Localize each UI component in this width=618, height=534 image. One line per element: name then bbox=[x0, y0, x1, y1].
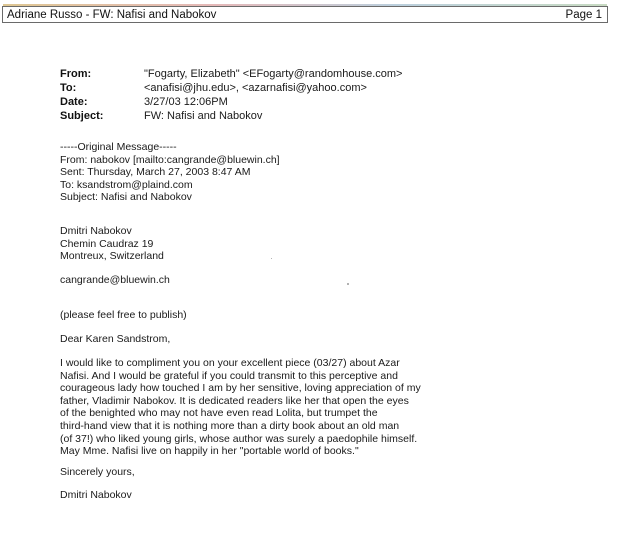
address-name: Dmitri Nabokov bbox=[60, 225, 132, 237]
paragraph-line: father, Vladimir Nabokov. It is dedicated readers like her that open the eyes bbox=[60, 394, 409, 407]
page-number: Page 1 bbox=[565, 9, 602, 21]
header-title: Adriane Russo - FW: Nafisi and Nabokov bbox=[7, 9, 217, 21]
salutation: Dear Karen Sandstrom, bbox=[60, 333, 171, 345]
paragraph-line: courageous lady how touched I am by her sensitive, loving appreciation of my bbox=[60, 382, 421, 395]
meta-subject-label: Subject: bbox=[60, 110, 104, 122]
paragraph-line: May Mme. Nafisi live on happily in her "portable world of books." bbox=[60, 445, 359, 458]
sender-email bbox=[60, 274, 580, 287]
address-city: Montreux, Switzerland bbox=[60, 250, 164, 263]
salutation-block bbox=[60, 333, 580, 346]
signature-block bbox=[60, 489, 580, 502]
meta-from-label: From: bbox=[60, 68, 92, 80]
original-message-block bbox=[60, 141, 580, 204]
paragraph-line: I would like to compliment you on your excellent piece (03/27) about Azar bbox=[60, 357, 400, 369]
publish-note: (please feel free to publish) bbox=[60, 309, 187, 321]
email-address: cangrande@bluewin.ch bbox=[60, 274, 170, 286]
sender-address bbox=[60, 225, 580, 263]
scan-speck bbox=[271, 258, 272, 259]
meta-date-label: Date: bbox=[60, 96, 88, 108]
original-from: From: nabokov [mailto:cangrande@bluewin.ch] bbox=[60, 153, 280, 166]
meta-date-value: 3/27/03 12:06PM bbox=[144, 96, 228, 108]
print-header bbox=[2, 6, 608, 23]
original-to: To: ksandstrom@plaind.com bbox=[60, 178, 193, 191]
meta-from-value: "Fogarty, Elizabeth" <EFogarty@randomhouse.com> bbox=[144, 68, 403, 80]
letter-paragraph bbox=[60, 357, 580, 458]
closing: Sincerely yours, bbox=[60, 466, 135, 478]
paragraph-line: (of 37!) who liked young girls, whose author was surely a paedophile himself. bbox=[60, 432, 418, 445]
scan-speck bbox=[347, 283, 349, 285]
meta-subject-value: FW: Nafisi and Nabokov bbox=[144, 110, 263, 122]
original-subject: Subject: Nafisi and Nabokov bbox=[60, 191, 192, 204]
original-sent: Sent: Thursday, March 27, 2003 8:47 AM bbox=[60, 166, 251, 179]
address-street: Chemin Caudraz 19 bbox=[60, 237, 154, 250]
meta-to-label: To: bbox=[60, 82, 77, 94]
original-heading: -----Original Message----- bbox=[60, 141, 177, 153]
paragraph-line: third-hand view that it is nothing more than a dirty book about an old man bbox=[60, 419, 400, 432]
meta-to-value: <anafisi@jhu.edu>, <azarnafisi@yahoo.com> bbox=[144, 82, 367, 94]
publish-note-block bbox=[60, 309, 580, 322]
paragraph-line: Nafisi. And I would be grateful if you could transmit to this perceptive and bbox=[60, 369, 398, 382]
closing-block bbox=[60, 466, 580, 479]
signature: Dmitri Nabokov bbox=[60, 489, 132, 501]
paragraph-line: of the benighted who may not have even read Lolita, but trumpet the bbox=[60, 407, 378, 420]
